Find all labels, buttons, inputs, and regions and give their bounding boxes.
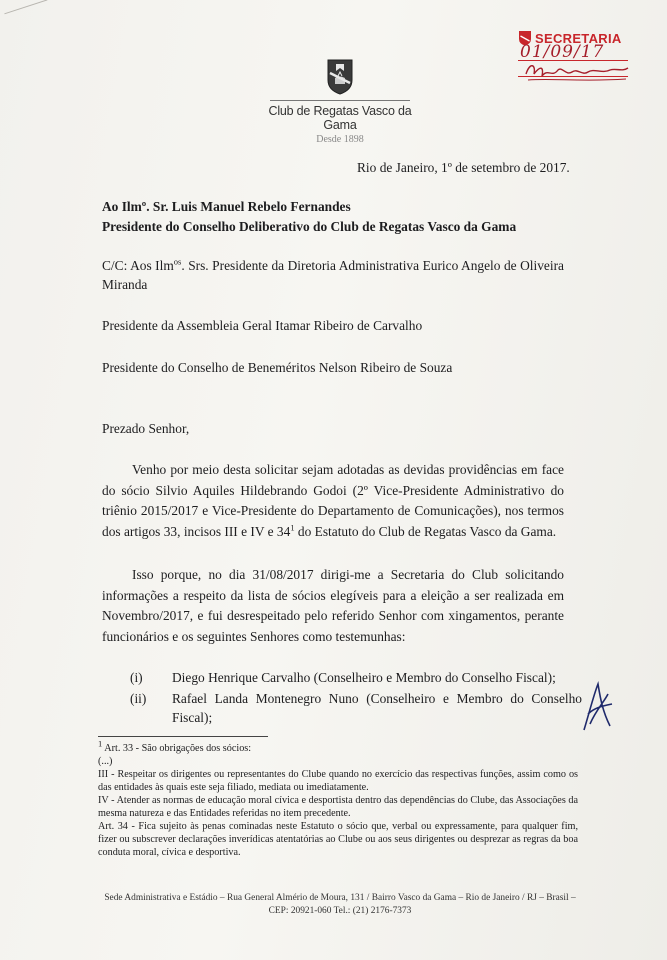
list-item-text: Diego Henrique Carvalho (Conselheiro e Membro do Conselho Fiscal);	[172, 670, 556, 685]
footnote-title-text: Art. 33 - São obrigações dos sócios:	[102, 743, 252, 754]
club-name: Club de Regatas Vasco da Gama	[268, 104, 412, 132]
footnote-art-34: Art. 34 - Fica sujeito às penas cominadas neste Estatuto o sócio que, verbal ou expressamente, para qualquer fim, fizer ou subscrever declarações inverídicas atentatórias ao Clube ou aos seus dirigentes ou desprezar as regras da boa conduta moral, cívica e desportiva.	[98, 821, 578, 858]
paragraph-1-end: do Estatuto do Club de Regatas Vasco da Gama.	[294, 523, 557, 539]
footnote-ref: 1	[290, 522, 295, 533]
witness-list	[130, 668, 582, 727]
paragraph-2: Isso porque, no dia 31/08/2017 dirigi-me a Secretaria do Club solicitando informações a respeito da lista de sócios elegíveis para a eleição a ser realizada em Novembro/2017, e fui desrespeitado pelo referido Senhor com xingamentos, perante funcionários e os seguintes Senhores como testemunhas:	[102, 567, 564, 644]
footnote-item-4: IV - Atender as normas de educação moral cívica e desportista dentro das dependências do Clube, das Associações da mesma natureza e das Entidades referidas no item precedente.	[98, 795, 578, 819]
page-fold-mark	[0, 0, 47, 14]
cc-prefix: C/C: Aos Ilm	[102, 258, 174, 273]
secretaria-stamp	[518, 30, 650, 90]
paragraph-1	[102, 460, 564, 542]
handwritten-initial-icon	[580, 680, 614, 734]
footnote-title	[98, 738, 578, 755]
list-item	[130, 668, 582, 687]
place-date: Rio de Janeiro, 1º de setembro de 2017.	[357, 160, 570, 175]
footer-address: Sede Administrativa e Estádio – Rua General Almério de Moura, 131 / Bairro Vasco da Gama – Rio de Janeiro / RJ – Brasil –	[104, 893, 576, 903]
footnote-ellipsis: (...)	[98, 756, 113, 767]
footnote-number: 1	[98, 738, 103, 749]
cc-rest: . Srs. Presidente da Diretoria Administrativa Eurico Angelo de Oliveira Miranda	[102, 258, 564, 292]
cc-line-1	[102, 256, 564, 294]
logo-divider	[270, 100, 410, 101]
club-logo	[265, 56, 415, 145]
salutation: Prezado Senhor,	[102, 421, 190, 436]
list-item-number: (i)	[130, 670, 143, 685]
footnote-item-3: III - Respeitar os dirigentes ou representantes do Clube quando no exercício das respectivas funções, assim como os das entidades às quais este seja filiado, mediata ou imediatamente.	[98, 769, 578, 793]
stamp-label: SECRETARIA	[535, 30, 622, 46]
list-item-number: (ii)	[130, 691, 147, 706]
addressee-title: Presidente do Conselho Deliberativo do Club de Regatas Vasco da Gama	[102, 219, 517, 234]
footnote-divider	[98, 736, 268, 737]
footer-contact: CEP: 20921-060 Tel.: (21) 2176-7373	[268, 906, 412, 916]
club-crest-icon	[325, 56, 355, 96]
stamp-signature-icon	[522, 60, 632, 84]
cc-line-2: Presidente da Assembleia Geral Itamar Ribeiro de Carvalho	[102, 318, 423, 333]
cc-superscript: os	[173, 256, 182, 267]
list-item	[130, 689, 582, 727]
club-since: Desde 1898	[316, 134, 364, 145]
footnote-block	[98, 738, 578, 859]
cc-line-3: Presidente do Conselho de Beneméritos Nelson Ribeiro de Souza	[102, 360, 453, 375]
list-item-text: Rafael Landa Montenegro Nuno (Conselheiro e Membro do Conselho Fiscal);	[172, 691, 582, 725]
page-footer	[95, 892, 585, 918]
paragraph-1-main: Venho por meio desta solicitar sejam adotadas as devidas providências em face do sócio Silvio Aquiles Hildebrando Godoi (2º Vice-Presidente Administrativo do triênio 2015/2017 e Vice-Presidente do Departamento de Comunicações), nos termos dos artigos 33, incisos III e IV e 34	[102, 462, 564, 539]
stamp-date: 01/09/17	[520, 42, 605, 62]
addressee-name: Ao Ilmº. Sr. Luis Manuel Rebelo Fernandes	[102, 199, 351, 214]
